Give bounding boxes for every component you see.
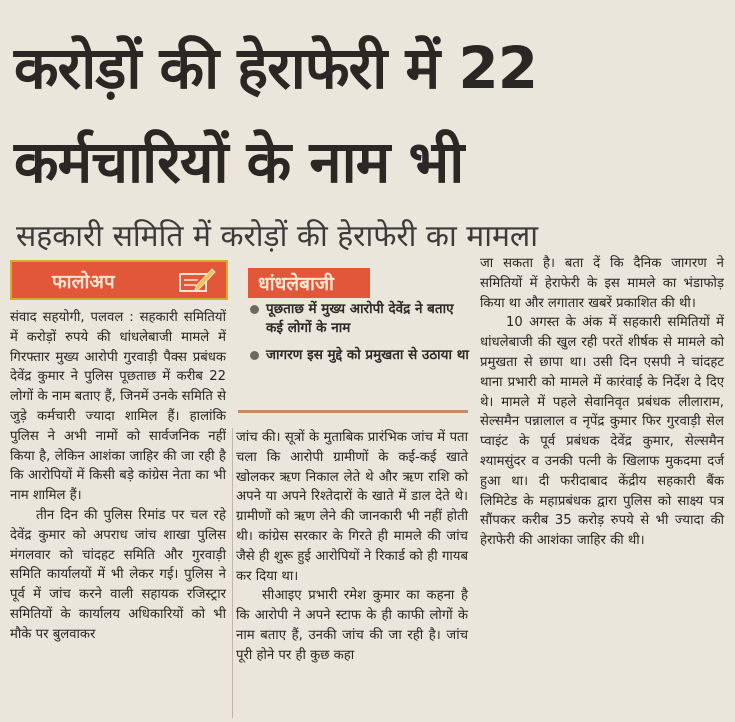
highlight-text: जागरण इस मुद्दे को प्रमुखता से उठाया था xyxy=(266,347,469,363)
highlights-box xyxy=(248,300,470,373)
highlight-item xyxy=(248,300,470,338)
highlight-item xyxy=(248,346,470,365)
category-tag xyxy=(248,268,370,298)
article-column-3 xyxy=(480,254,724,551)
paragraph: जा सकता है। बता दें कि दैनिक जागरण ने समितियों में हेराफेरी के इस मामले का भंडाफोड़ किया था और लगातार खबरें प्रकाशित की थी। xyxy=(480,256,724,311)
paragraph: तीन दिन की पुलिस रिमांड पर चल रहे देवेंद्र कुमार को अपराध जांच शाखा पुलिस मंगलवार को चांदहट समिति और गुरवाड़ी समिति कार्यालयों में भी लेकर गई। पुलिस ने पूर्व में जांच करने वाली सहायक रजिस्ट्रार समितियों के कार्यालय अधिकारियों को भी मौके पर बुलवाकर xyxy=(10,507,226,642)
paragraph: संवाद सहयोगी, पलवल : सहकारी समितियों में करोड़ों रुपये की धांधलेबाजी मामले में गिरफ्तार मुख्य आरोपी गुरवाड़ी पैक्स प्रबंधक देवेंद्र कुमार ने पुलिस पूछताछ में करीब 22 लोगों के नाम बताए हैं, जिनमें उनके समिति से जुड़े कर्मचारी ज्यादा शामिल हैं। हालांकि पुलिस ने अभी नामों को सार्वजनिक नहीं किया है, लेकिन आशंका जाहिर की जा रही है कि आरोपियों में किसी बड़े कांग्रेस नेता का भी नाम शामिल हैं। xyxy=(10,310,226,504)
followup-label: फालोअप xyxy=(52,271,115,293)
headline-line-2: कर्मचारियों के नाम भी xyxy=(14,128,464,196)
followup-banner xyxy=(10,260,228,300)
subheadline: सहकारी समिति में करोड़ों की हेराफेरी का मामला xyxy=(16,219,539,254)
paragraph: 10 अगस्त के अंक में सहकारी समितियों में धांधलेबाजी की खुल रही परतें शीर्षक से मामले को प्रमुखता से छापा था। उसी दिन एसपी ने चांदहट थाना प्रभारी को मामले में कारंवाई के निर्देश दे दिए थे। मामले में पहले सेवानिवृत प्रबंधक लीलाराम, सेल्समैन पन्नालाल व नृपेंद्र कुमार फिर गुरवाड़ी सेल प्वाइंट के पूर्व प्रबंधक देवेंद्र कुमार, सेल्समैन श्यामसुंदर व उनकी पत्नी के खिलाफ मुकदमा दर्ज हुआ था। दी फरीदाबाद केंद्रीय सहकारी बैंक लिमिटेड के महाप्रबंधक द्वारा पुलिस को साक्ष्य पत्र सौंपकर करीब 35 करोड़ रुपये से भी ज्यादा की हेराफेरी की आशंका जाहिर की थी। xyxy=(480,315,724,549)
paragraph: जांच की। सूत्रों के मुताबिक प्रारंभिक जांच में पता चला कि आरोपी ग्रामीणों के कई-कई खाते खोलकर ऋण निकाल लेते थे और ऋण राशि को अपने या अपने रिश्तेदारों के खाते में डाल देते थे। ग्रामीणों को ऋण लेने की जानकारी भी नहीं होती थी। कांग्रेस सरकार के गिरते ही मामले की जांच जैसे ही शुरू हुई आरोपियों ने रिकार्ड को ही गायब कर दिया था। xyxy=(236,430,468,584)
article-column-2 xyxy=(236,428,468,666)
category-tag-label: धांधलेबाजी xyxy=(258,273,334,295)
highlight-text: पूछताछ में मुख्य आरोपी देवेंद्र ने बताए कई लोगों के नाम xyxy=(266,301,454,336)
paragraph: सीआइए प्रभारी रमेश कुमार का कहना है कि आरोपी ने अपने स्टाफ के ही काफी लोगों के नाम बताए हैं, उनकी जांच की जा रही है। जांच पूरी होने पर ही कुछ कहा xyxy=(236,588,468,663)
divider xyxy=(238,410,468,413)
headline-line-1: करोड़ों की हेराफेरी में 22 xyxy=(14,34,538,102)
bullet-icon xyxy=(250,305,259,314)
article-column-1 xyxy=(10,308,226,645)
pencil-paper-icon xyxy=(178,266,216,294)
column-divider xyxy=(232,428,233,718)
bullet-icon xyxy=(250,351,259,360)
